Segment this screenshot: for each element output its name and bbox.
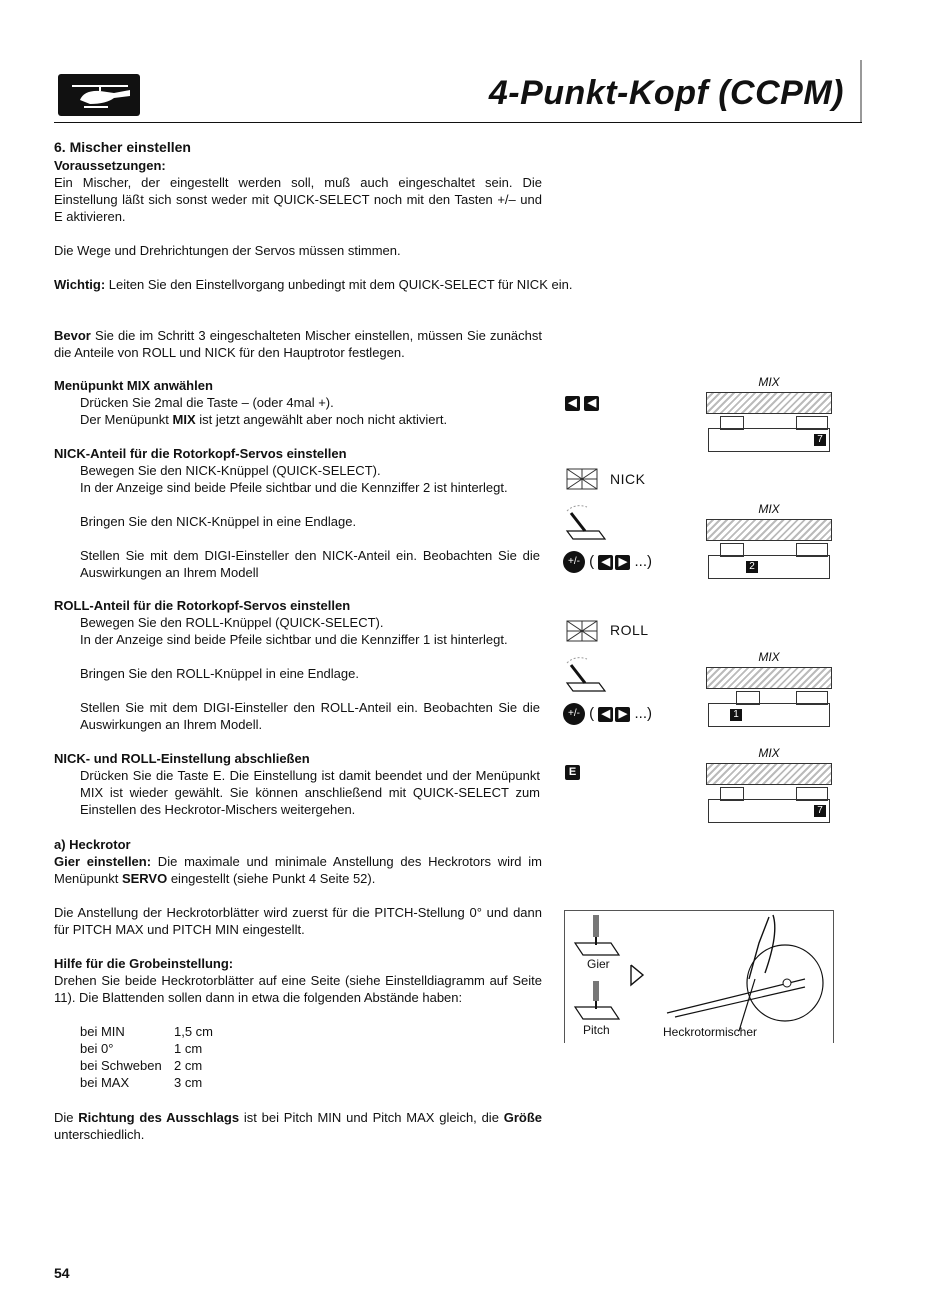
lcd-digit: 1 bbox=[730, 709, 742, 721]
wichtig-note bbox=[54, 276, 600, 293]
nick-label: NICK bbox=[610, 471, 646, 487]
header-right-rule bbox=[860, 60, 862, 122]
gier-label: Gier einstellen: bbox=[54, 854, 152, 869]
lcd-display-4 bbox=[706, 763, 832, 823]
stick-endpos-icon bbox=[563, 503, 607, 543]
digi-paren: ( bbox=[589, 552, 595, 570]
table-row bbox=[80, 1023, 213, 1040]
grob-heading: Hilfe für die Grobeinstellung: bbox=[54, 956, 234, 971]
finish-heading: NICK- und ROLL-Einstellung abschließen bbox=[54, 751, 310, 766]
richtung-b: Richtung des Ausschlags bbox=[78, 1110, 240, 1125]
heckrotor-heading: a) Heckrotor bbox=[54, 837, 131, 852]
lcd-mix-label: MIX bbox=[758, 502, 780, 516]
table-row bbox=[80, 1057, 213, 1074]
mix-heading: Menüpunkt MIX anwählen bbox=[54, 378, 213, 393]
page-title: 4-Punkt-Kopf (CCPM) bbox=[488, 74, 844, 112]
lcd-display-2 bbox=[706, 519, 832, 579]
wichtig-label: Wichtig: bbox=[54, 277, 106, 292]
roll-line3: Bringen Sie den ROLL-Knüppel in eine Endlage. bbox=[80, 666, 359, 681]
mix-line2-a: Der Menüpunkt bbox=[80, 412, 173, 427]
lcd-digit: 2 bbox=[746, 561, 758, 573]
header-logo bbox=[58, 74, 140, 116]
heckrotor-diagram bbox=[564, 910, 834, 1043]
key-minus-pair bbox=[565, 395, 599, 413]
arrow-right-key-icon: ▶ bbox=[615, 707, 630, 722]
stick-pitch-icon bbox=[571, 977, 621, 1023]
grob-text: Drehen Sie beide Heckrotorblätter auf eine Seite (siehe Einstelldiagramm auf Seite 11). Die Blattenden sollen dann in etwa die folgenden Abstände haben: bbox=[54, 973, 542, 1005]
roll-line2: In der Anzeige sind beide Pfeile sichtbar und die Kennziffer 1 ist hinterlegt. bbox=[80, 632, 508, 647]
flow-arrow-icon bbox=[627, 963, 647, 987]
diagram-pitch-label: Pitch bbox=[583, 1023, 610, 1037]
digi-dots: ...) bbox=[634, 552, 653, 570]
richtung-e: unterschiedlich. bbox=[54, 1127, 145, 1142]
gier-paragraph bbox=[54, 853, 542, 887]
lcd-display-1 bbox=[706, 392, 832, 452]
roll-line4: Stellen Sie mit dem DIGI-Einsteller den ROLL-Anteil ein. Beobachten Sie die Auswirkungen an Ihrem Modell. bbox=[80, 700, 540, 732]
tail-rotor-icon bbox=[655, 913, 831, 1039]
digi-dots: ...) bbox=[634, 704, 653, 722]
arrow-left-key-icon: ◀ bbox=[584, 396, 599, 411]
mix-line2-c: ist jetzt angewählt aber noch nicht aktiviert. bbox=[195, 412, 448, 427]
key-e-label: E bbox=[565, 765, 580, 780]
lcd-mix-label: MIX bbox=[758, 746, 780, 760]
mix-line2 bbox=[80, 411, 540, 428]
table-value: 2 cm bbox=[174, 1058, 203, 1073]
nick-line2: In der Anzeige sind beide Pfeile sichtbar und die Kennziffer 2 ist hinterlegt. bbox=[80, 480, 508, 495]
wichtig-text: Leiten Sie den Einstellvorgang unbedingt mit dem QUICK-SELECT für NICK ein. bbox=[108, 277, 573, 292]
nick-heading: NICK-Anteil für die Rotorkopf-Servos einstellen bbox=[54, 446, 347, 461]
nick-line1: Bewegen Sie den NICK-Knüppel (QUICK-SELECT). bbox=[80, 463, 381, 478]
gier-text-c: eingestellt (siehe Punkt 4 Seite 52). bbox=[167, 871, 376, 886]
stick-endpos-icon bbox=[563, 655, 607, 695]
table-label: bei MAX bbox=[80, 1075, 130, 1090]
nick-line4: Stellen Sie mit dem DIGI-Einsteller den NICK-Anteil ein. Beobachten Sie die Auswirkungen an Ihrem Modell bbox=[80, 548, 540, 580]
gier-text-b: SERVO bbox=[121, 871, 168, 886]
table-row bbox=[80, 1074, 213, 1091]
section-heading: 6. Mischer einstellen bbox=[54, 139, 191, 155]
bevor-note bbox=[54, 327, 542, 361]
gier-text-a: Die maximale und minimale Anstellung des Heckrotors wird im Menüpunkt bbox=[54, 854, 542, 886]
lcd-digit: 7 bbox=[814, 805, 826, 817]
prereq-text: Ein Mischer, der eingestellt werden soll, muß auch eingeschaltet sein. Die Einstellung läßt sich sonst weder mit QUICK-SELECT noch mit den Tasten +/– und E aktivieren. bbox=[54, 175, 542, 224]
stick-cross-icon bbox=[565, 467, 599, 491]
diagram-mixer-label: Heckrotormischer bbox=[663, 1025, 758, 1039]
lcd-display-3 bbox=[706, 667, 832, 727]
richtung-a: Die bbox=[54, 1110, 79, 1125]
mix-line1: Drücken Sie 2mal die Taste – (oder 4mal +). bbox=[80, 395, 334, 410]
lcd-mix-label: MIX bbox=[758, 375, 780, 389]
diagram-gier-label: Gier bbox=[587, 957, 610, 971]
richtung-c: ist bei Pitch MIN und Pitch MAX gleich, die bbox=[239, 1110, 504, 1125]
stick-cross-icon bbox=[565, 619, 599, 643]
stick-gier-icon bbox=[571, 913, 621, 959]
mix-line2-b: MIX bbox=[172, 412, 196, 427]
digi-knob-icon: +/- bbox=[563, 551, 585, 573]
lcd-mix-label: MIX bbox=[758, 650, 780, 664]
table-value: 1 cm bbox=[174, 1041, 203, 1056]
table-row bbox=[80, 1040, 213, 1057]
prereq-heading: Voraussetzungen: bbox=[54, 158, 166, 173]
finish-text: Drücken Sie die Taste E. Die Einstellung ist damit beendet und der Menüpunkt MIX ist wieder gewählt. Sie können anschließend mit QUICK-SELECT zum Einstellen des Heckrotor-Mischers weitergehen. bbox=[80, 768, 540, 817]
digi-knob-icon: +/- bbox=[563, 703, 585, 725]
key-e bbox=[565, 764, 580, 782]
servo-text: Die Wege und Drehrichtungen der Servos müssen stimmen. bbox=[54, 243, 401, 258]
table-label: bei 0° bbox=[80, 1041, 114, 1056]
digi-adjust-row bbox=[563, 703, 652, 725]
table-value: 1,5 cm bbox=[174, 1024, 214, 1039]
digi-paren: ( bbox=[589, 704, 595, 722]
richtung-d: Größe bbox=[503, 1110, 543, 1125]
table-label: bei Schweben bbox=[80, 1058, 162, 1073]
header-bar bbox=[54, 60, 862, 123]
arrow-left-key-icon: ◀ bbox=[565, 396, 580, 411]
nick-line3: Bringen Sie den NICK-Knüppel in eine Endlage. bbox=[80, 514, 357, 529]
roll-heading: ROLL-Anteil für die Rotorkopf-Servos einstellen bbox=[54, 598, 351, 613]
table-value: 3 cm bbox=[174, 1075, 203, 1090]
lcd-digit: 7 bbox=[814, 434, 826, 446]
arrow-left-key-icon: ◀ bbox=[598, 707, 613, 722]
arrow-left-key-icon: ◀ bbox=[598, 555, 613, 570]
digi-adjust-row bbox=[563, 551, 652, 573]
bevor-label: Bevor bbox=[54, 328, 91, 343]
anstellung-text: Die Anstellung der Heckrotorblätter wird zuerst für die PITCH-Stellung 0° und dann für PITCH MAX und PITCH MIN eingestellt. bbox=[54, 905, 542, 937]
page-number: 54 bbox=[54, 1265, 70, 1281]
table-label: bei MIN bbox=[80, 1024, 125, 1039]
roll-line1: Bewegen Sie den ROLL-Knüppel (QUICK-SELECT). bbox=[80, 615, 384, 630]
richtung-text bbox=[54, 1109, 542, 1143]
helicopter-icon bbox=[58, 74, 140, 116]
bevor-text: Sie die im Schritt 3 eingeschalteten Mischer einstellen, müssen Sie zunächst die Anteile von ROLL und NICK für den Hauptrotor festlegen. bbox=[54, 328, 542, 360]
distance-table bbox=[80, 1023, 213, 1091]
arrow-right-key-icon: ▶ bbox=[615, 555, 630, 570]
roll-label: ROLL bbox=[610, 622, 649, 638]
